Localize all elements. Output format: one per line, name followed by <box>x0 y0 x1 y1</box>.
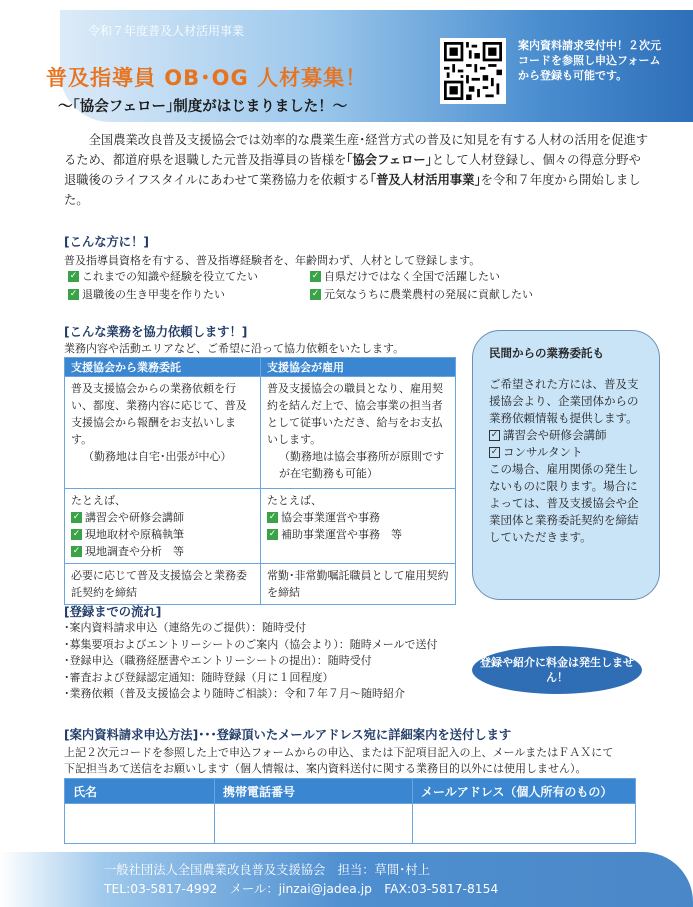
footer-organization: 一般社団法人全国農業改良普及支援協会 担当：草間･村上 <box>104 863 430 877</box>
sub-title: ～｢協会フェロー｣制度がはじまりました！～ <box>58 99 348 115</box>
checkbox-icon: ✓ <box>72 512 81 522</box>
checkbox-icon: ✓ <box>69 288 78 299</box>
private-text2: この場合、雇用関係の発生しないものに限ります。場合によっては、普及支援協会や企業団体と業務委託契約を締結していただきます。 <box>489 462 639 544</box>
example-item: ✓ 補助事業運営や事務 等 <box>268 528 402 541</box>
checkbox-icon: ✓ <box>268 529 277 539</box>
private-heading: 民間からの業務委託も <box>489 346 604 360</box>
name-column-header: 氏名 <box>65 779 215 804</box>
private-text1: ご希望された方には、普及支援協会より、企業団体からの業務依頼情報も提供します。 <box>489 377 639 425</box>
checkbox-icon: ✓ <box>311 288 320 299</box>
example-item: ✓ 現地調査や分析 等 <box>72 545 184 558</box>
work-heading: [こんな業務を協力依頼します！] <box>64 325 248 339</box>
phone-column-header: 携帯電話番号 <box>215 779 413 804</box>
work-col1-examples: たとえば、 ✓ 講習会や研修会講師 ✓ 現地取材や原稿執筆 ✓ 現地調査や分析 等 <box>65 489 261 564</box>
target-item: ✓ 自県だけではなく全国で活躍したい <box>311 270 500 283</box>
private-sector-box <box>472 330 660 600</box>
intro-bold2: ｢普及人材活用事業｣ <box>369 173 481 187</box>
checkbox-icon: ✓ <box>490 447 499 457</box>
flow-step: ･業務依頼（普及支援協会より随時ご相談）：令和７年７月～随時紹介 <box>64 687 405 700</box>
qr-code-icon <box>444 42 502 100</box>
checkbox-icon: ✓ <box>490 430 499 440</box>
work-col2-header: 支援協会が雇用 <box>261 358 456 377</box>
request-heading: [案内資料請求申込方法]･･･登録頂いたメールアドレス宛に詳細案内を送付します <box>64 728 512 742</box>
work-col1-header: 支援協会から業務委託 <box>65 358 261 377</box>
work-table <box>64 357 456 605</box>
intro-part3: を令和７年度から開始しました。 <box>64 173 641 207</box>
flow-step: ･案内資料請求申込（連絡先のご提供）：随時受付 <box>64 621 306 634</box>
checkbox-icon: ✓ <box>72 546 81 556</box>
project-label: 令和７年度普及人材活用事業 <box>88 24 245 38</box>
flow-list <box>64 620 438 703</box>
email-field[interactable] <box>413 804 636 844</box>
flow-step: ･募集要項およびエントリーシートのご案内（協会より）：随時メールで送付 <box>64 637 438 651</box>
target-item: ✓ 退職後の生き甲斐を作りたい <box>69 288 225 301</box>
intro-part1: 全国農業改良普及支援協会では効率的な農業生産･経営方式の普及に知見を有する人材の活用を促進するため、都道府県を退職した元普及指導員の皆様を <box>64 133 649 167</box>
flow-heading: [登録までの流れ] <box>64 605 162 619</box>
checkbox-icon: ✓ <box>69 270 78 281</box>
fee-bubble: 登録や紹介に料金は発生しません！ <box>472 646 642 694</box>
flow-step: ･審査および登録認定通知：随時登録（月に１回程度） <box>64 670 334 684</box>
qr-note: 案内資料請求受付中！２次元コードを参照し申込フォームから登録も可能です。 <box>518 39 661 82</box>
contact-form-table <box>64 778 636 844</box>
private-item: ✓ コンサルタント <box>490 445 583 459</box>
target-text: 普及指導員資格を有する、普及指導経験者を、年齢問わず、人材として登録します。 <box>64 254 481 267</box>
work-col1-desc-cell: 普及支援協会からの業務依頼を行い、都度、業務内容に応じて、普及支援協会から報酬をお支払いします。 （勤務地は自宅･出張が中心） <box>65 377 261 489</box>
example-item: ✓ 講習会や研修会講師 <box>72 511 184 524</box>
checkbox-icon: ✓ <box>311 270 320 281</box>
work-col1-footer: 必要に応じて普及支援協会と業務委託契約を締結 <box>65 564 261 605</box>
request-line2: 下記担当あて送信をお願いします（個人情報は、案内資料送付に関する業務目的以外には使用しません）。 <box>64 762 587 775</box>
email-column-header: メールアドレス（個人所有のもの） <box>413 779 636 804</box>
work-text: 業務内容や活動エリアなど、ご希望に沿って協力依頼をいたします。 <box>64 342 405 355</box>
flow-step: ･登録申込（職務経歴書やエントリーシートの提出）：随時受付 <box>64 654 372 667</box>
work-col2-examples: たとえば、 ✓ 協会事業運営や事務 ✓ 補助事業運営や事務 等 <box>261 489 456 564</box>
phone-field[interactable] <box>215 804 413 844</box>
example-item: ✓ 協会事業運営や事務 <box>268 511 380 524</box>
qr-code <box>440 38 506 104</box>
request-line1: 上記２次元コードを参照した上で申込フォームからの申込、または下記項目記入の上、メールまたはＦＡＸにて <box>64 746 614 759</box>
checkbox-icon: ✓ <box>268 512 277 522</box>
target-heading: [こんな方に！] <box>64 235 150 249</box>
name-field[interactable] <box>65 804 215 844</box>
intro-part2: として人材登録し、個々の得意分野や退職後のライフスタイルにあわせて業務協力を依頼する <box>64 153 641 187</box>
work-col2-footer: 常勤･非常勤嘱託職員として雇用契約を締結 <box>261 564 456 605</box>
main-title: 普及指導員 OB･OG 人材募集！ <box>46 66 368 90</box>
intro-paragraph <box>64 130 650 210</box>
private-item: ✓ 講習会や研修会講師 <box>490 428 607 442</box>
target-item: ✓ これまでの知識や経験を役立てたい <box>69 270 258 283</box>
footer-contact: TEL:03-5817-4992 メール：jinzai@jadea.jp FAX:03-5817-8154 <box>104 882 499 896</box>
example-item: ✓ 現地取材や原稿執筆 <box>72 528 184 541</box>
work-col2-desc-cell: 普及支援協会の職員となり、雇用契約を結んだ上で、協会事業の担当者として従事いただき、給与をお支払いします。 （勤務地は協会事務所が原則ですが在宅勤務も可能） <box>261 377 456 489</box>
checkbox-icon: ✓ <box>72 529 81 539</box>
intro-bold1: ｢協会フェロー｣ <box>346 153 432 167</box>
target-item: ✓ 元気なうちに農業農村の発展に貢献したい <box>311 288 533 301</box>
